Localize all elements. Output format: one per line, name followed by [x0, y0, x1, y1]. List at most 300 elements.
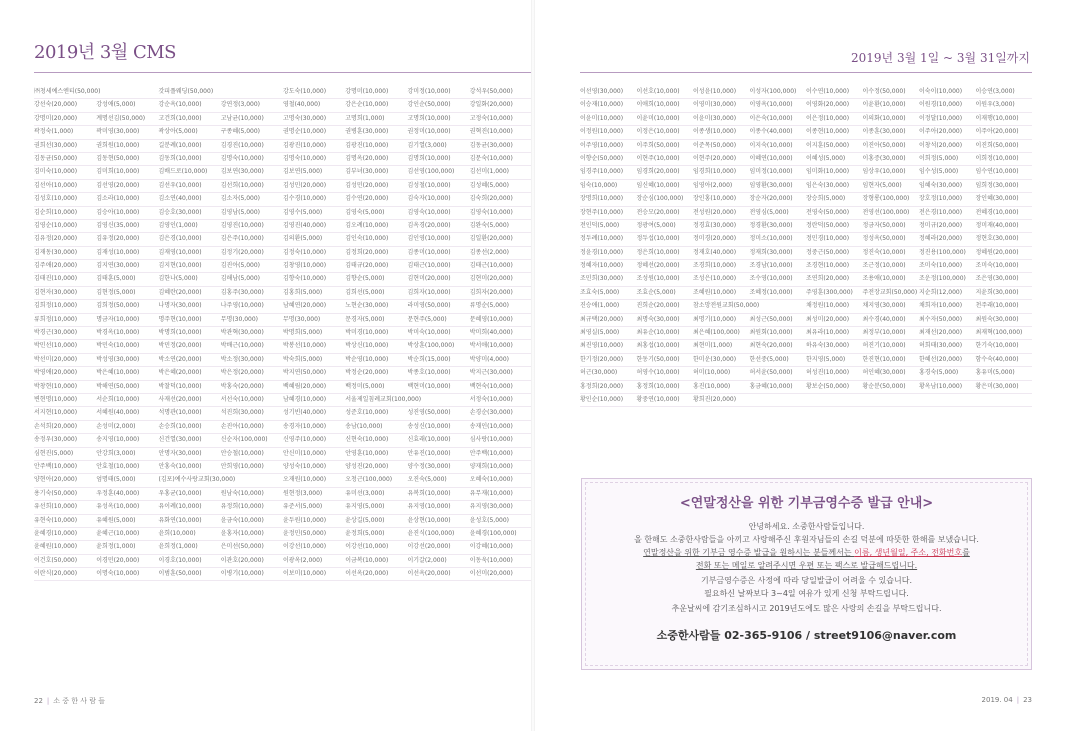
donor-entry: 최재선(20,000)	[919, 327, 976, 340]
donor-entry: 윤두원(10,000)	[283, 515, 345, 528]
donor-entry: 권명순(10,000)	[283, 126, 345, 139]
donor-entry: 임경주(10,000)	[580, 166, 637, 179]
donor-entry: 박은혜(10,000)	[96, 367, 158, 380]
donor-entry: 임현자(5,000)	[863, 180, 920, 193]
donor-entry: 신건열(30,000)	[159, 434, 221, 447]
donor-entry: 사재선(20,000)	[159, 394, 221, 407]
notice-text: 연말정산을 위한 기부금 영수증 발급을 원하시는 분들께서는	[643, 548, 855, 557]
donor-entry: 김정희(20,000)	[345, 247, 407, 260]
donor-entry: 정재희(30,000)	[750, 247, 807, 260]
donor-entry: 안주백(10,000)	[470, 448, 532, 461]
donor-entry: 윤상길(5,000)	[345, 515, 407, 528]
donor-entry: 김선희(10,000)	[221, 180, 283, 193]
donor-entry: 고명희(1,000)	[345, 113, 407, 126]
donor-entry: 김오례(10,000)	[345, 220, 407, 233]
donor-entry: 박명희(5,000)	[283, 327, 345, 340]
donor-entry: 박경옥(10,000)	[96, 327, 158, 340]
donor-entry	[96, 86, 158, 99]
donor-entry: 김성민(20,000)	[283, 180, 345, 193]
donor-entry: 김종미(10,000)	[408, 247, 470, 260]
donor-entry: 안주백(10,000)	[34, 461, 96, 474]
donor-entry: 김숙희(20,000)	[470, 193, 532, 206]
donor-entry: 김성호(10,000)	[34, 193, 96, 206]
notice-line	[582, 547, 1031, 558]
donor-entry: 곽상아(5,000)	[159, 126, 221, 139]
donor-entry: 허성진(10,000)	[806, 367, 863, 380]
donor-entry: 박관혁(30,000)	[221, 327, 283, 340]
donor-entry: 윤희정(1,000)	[96, 541, 158, 554]
donor-entry: 유선희(10,000)	[34, 501, 96, 514]
donor-entry: 장승희(5,000)	[806, 193, 863, 206]
donor-entry: 임영환(30,000)	[750, 180, 807, 193]
donor-entry: 조근정(10,000)	[863, 260, 920, 273]
donor-entry: 김선미(1,000)	[470, 166, 532, 179]
donor-entry: 곽정숙(1,000)	[34, 126, 96, 139]
donor-entry: 김명숙(10,000)	[221, 153, 283, 166]
donor-entry: 김완숙(5,000)	[470, 220, 532, 233]
donor-entry: 이은정(10,000)	[806, 113, 863, 126]
title-divider	[580, 72, 1032, 73]
donor-entry: 윤홍자(10,000)	[221, 528, 283, 541]
donor-entry: 최명기(10,000)	[693, 314, 750, 327]
donor-entry: 길분례(10,000)	[159, 140, 221, 153]
donor-entry: 김지연(30,000)	[96, 260, 158, 273]
donor-entry: 전영숙(50,000)	[806, 207, 863, 220]
donor-entry: 정경환(30,000)	[750, 220, 807, 233]
donor-entry: 임수연(10,000)	[976, 166, 1033, 179]
donor-entry: 백현미(10,000)	[408, 381, 470, 394]
donor-entry: 조성원(10,000)	[637, 273, 694, 286]
donor-entry: 오청근(100,000)	[345, 474, 407, 487]
notice-line: 올 한해도 소중한사람들을 아끼고 사랑해주신 후원자님들의 손길 덕분에 따뜻한 한해를 보냈습니다.	[634, 535, 979, 544]
donor-entry: 라미영(50,000)	[408, 300, 470, 313]
donor-entry: 한미운(30,000)	[693, 354, 750, 367]
donor-entry: 이관호(20,000)	[221, 555, 283, 568]
donor-entry: 정두례(10,000)	[580, 233, 637, 246]
donor-entry: 박소정(30,000)	[221, 354, 283, 367]
donor-entry: 박영애(20,000)	[34, 367, 96, 380]
donor-entry: 송경자(10,000)	[283, 421, 345, 434]
donor-entry: 허영수(10,000)	[637, 367, 694, 380]
donor-entry: 김유정(20,000)	[96, 233, 158, 246]
donor-entry: 임영아(2,000)	[693, 180, 750, 193]
donor-entry: 엄명태(5,000)	[96, 474, 158, 487]
receipt-notice-box	[581, 478, 1032, 670]
donor-entry: 김명옥(20,000)	[345, 153, 407, 166]
donor-entry	[750, 300, 807, 313]
donor-entry: 이윤미(10,000)	[637, 113, 694, 126]
donor-entry: 곽미영(30,000)	[96, 126, 158, 139]
donor-entry: 강도숙(10,000)	[283, 86, 345, 99]
donor-entry: 유성옥(10,000)	[96, 501, 158, 514]
donor-entry: 조용애(10,000)	[863, 273, 920, 286]
donor-entry: 김영순(10,000)	[34, 220, 96, 233]
donor-entry: 이선옥(20,000)	[408, 568, 470, 581]
donor-entry: 양현아(20,000)	[34, 474, 96, 487]
donor-entry: 최유라(10,000)	[806, 327, 863, 340]
donor-entry: 서지현(10,000)	[34, 407, 96, 420]
donor-entry	[221, 86, 283, 99]
donor-entry: 석명관(10,000)	[159, 407, 221, 420]
donor-entry: 안신미(10,000)	[283, 448, 345, 461]
donor-entry: 김미희(10,000)	[96, 166, 158, 179]
donor-entry: 정진용(100,000)	[919, 247, 976, 260]
donor-entry: 김수경(10,000)	[283, 193, 345, 206]
donor-entry: 정혜라(20,000)	[919, 233, 976, 246]
donor-list-left	[34, 86, 532, 581]
donor-entry: 김은경(10,000)	[159, 233, 221, 246]
donor-entry: 이윤미(30,000)	[693, 113, 750, 126]
donor-entry: 정혜자(10,000)	[580, 260, 637, 273]
donor-entry: 김희정(50,000)	[96, 300, 158, 313]
donor-entry: 송재인(10,000)	[470, 421, 532, 434]
donor-entry: 최현숙(20,000)	[750, 340, 807, 353]
donor-entry: 오혜숙(10,000)	[470, 474, 532, 487]
donor-entry: 오진숙(5,000)	[408, 474, 470, 487]
donor-entry: 이경호(10,000)	[159, 555, 221, 568]
donor-entry: 신현숙(10,000)	[345, 434, 407, 447]
donor-entry: 허희태(30,000)	[919, 340, 976, 353]
donor-entry: 이숙이(10,000)	[919, 86, 976, 99]
donor-entry: 이정달(10,000)	[919, 113, 976, 126]
donor-entry: 김배드로(10,000)	[159, 166, 221, 179]
donor-entry: 조수영(10,000)	[750, 273, 807, 286]
donor-entry: 권희선(30,000)	[34, 140, 96, 153]
donor-entry: 김소라(10,000)	[96, 193, 158, 206]
donor-entry: 박미희(40,000)	[470, 327, 532, 340]
donor-entry: 김숙자(10,000)	[408, 193, 470, 206]
donor-entry: 홍유미(5,000)	[976, 367, 1033, 380]
donor-entry: 이영미(30,000)	[693, 99, 750, 112]
donor-entry: 강미정(10,000)	[408, 86, 470, 99]
donor-entry: 임혜숙(30,000)	[919, 180, 976, 193]
donor-entry: 정윤경(10,000)	[580, 247, 637, 260]
donor-entry: 강연정(3,000)	[221, 99, 283, 112]
donor-entry: 한기숙(10,000)	[976, 340, 1033, 353]
donor-entry: 박정순(20,000)	[345, 367, 407, 380]
donor-entry: 전인덕(5,000)	[580, 220, 637, 233]
donor-entry: 박미경(10,000)	[345, 327, 407, 340]
donor-entry: 전은경(10,000)	[919, 207, 976, 220]
donor-entry: 박찰덕(10,000)	[159, 381, 221, 394]
donor-entry: 조경남(10,000)	[750, 260, 807, 273]
donor-entry: 김현정(5,000)	[96, 287, 158, 300]
donor-entry: 안명자(30,000)	[159, 448, 221, 461]
donor-entry: 황희진(20,000)	[693, 394, 750, 407]
donor-entry: 정미경(20,000)	[693, 233, 750, 246]
donor-entry: 류명순(5,000)	[470, 300, 532, 313]
donor-entry: 박지연(50,000)	[283, 367, 345, 380]
donor-entry	[919, 394, 976, 407]
donor-entry: 홍금혜(10,000)	[750, 381, 807, 394]
donor-entry: 윤정민(50,000)	[283, 528, 345, 541]
donor-entry: 전영심(5,000)	[750, 207, 807, 220]
donor-entry: 임희정(30,000)	[976, 180, 1033, 193]
donor-entry: 임신혜(10,000)	[637, 180, 694, 193]
donor-entry: 이선미(20,000)	[470, 568, 532, 581]
donor-entry: 최원숙(30,000)	[976, 314, 1033, 327]
donor-entry: 최재혁(100,000)	[976, 327, 1033, 340]
donor-entry: 김영숙(5,000)	[345, 207, 407, 220]
donor-entry: 박은정(20,000)	[221, 367, 283, 380]
donor-entry: 유지영(5,000)	[345, 501, 407, 514]
donor-entry: 서선숙(10,000)	[221, 394, 283, 407]
donor-entry: 장순자(20,000)	[750, 193, 807, 206]
donor-entry: 김성민(20,000)	[345, 180, 407, 193]
donor-entry: 김은주(10,000)	[221, 233, 283, 246]
donor-entry: 용기숙(50,000)	[34, 488, 96, 501]
issue-date: 2019. 04	[981, 696, 1013, 704]
donor-entry: 전승모(20,000)	[637, 207, 694, 220]
donor-entry: 심사랑(10,000)	[470, 434, 532, 447]
title-divider	[34, 72, 532, 73]
donor-entry: 윤진식(100,000)	[408, 528, 470, 541]
donor-entry: 장순심(100,000)	[637, 193, 694, 206]
donor-entry: 김성철(10,000)	[408, 180, 470, 193]
donor-entry: 김인숙(10,000)	[345, 233, 407, 246]
donor-entry: 안유진(10,000)	[408, 448, 470, 461]
donor-entry: 정현호(30,000)	[976, 233, 1033, 246]
donor-entry: 유미선(3,000)	[345, 488, 407, 501]
donor-entry: 김태근(10,000)	[408, 260, 470, 273]
donor-entry: 박민선(10,000)	[34, 340, 96, 353]
donor-entry: 최원회(10,000)	[750, 327, 807, 340]
donor-entry: 송정우(30,000)	[34, 434, 96, 447]
donor-entry: 이강선(10,000)	[283, 541, 345, 554]
donor-entry: 정재호(40,000)	[693, 247, 750, 260]
page-number: 22	[34, 697, 43, 705]
donor-entry: 김희정(10,000)	[34, 300, 96, 313]
donor-entry: 김향순(5,000)	[345, 273, 407, 286]
donor-entry: 윤성호(5,000)	[470, 515, 532, 528]
donor-entry: 김승호(30,000)	[159, 207, 221, 220]
donor-entry: 김재영(10,000)	[159, 247, 221, 260]
donor-entry: 박은혜(20,000)	[159, 367, 221, 380]
donor-entry: 한진현(10,000)	[863, 354, 920, 367]
donor-entry: 정은희(10,000)	[637, 247, 694, 260]
donor-entry: 조미숙(10,000)	[976, 260, 1033, 273]
donor-entry: 이정원(10,000)	[580, 126, 637, 139]
donor-entry: 무명(30,000)	[221, 314, 283, 327]
donor-entry	[750, 394, 807, 407]
donor-entry: 고명숙(30,000)	[283, 113, 345, 126]
donor-entry: 유지영(30,000)	[470, 501, 532, 514]
donor-entry: 이주희(50,000)	[637, 140, 694, 153]
donor-entry: 이수정(50,000)	[863, 86, 920, 99]
donor-entry: 정성옥(50,000)	[863, 233, 920, 246]
donor-entry: 진희순(20,000)	[637, 300, 694, 313]
donor-entry: (김포)예수사랑교회(30,000)	[159, 474, 221, 487]
donor-entry: 박순영(10,000)	[345, 354, 407, 367]
donor-entry: 김선우(10,000)	[159, 180, 221, 193]
donor-entry: 강일화(20,000)	[470, 99, 532, 112]
donor-entry: 윤희(10,000)	[159, 528, 221, 541]
donor-entry: 서정숙(10,000)	[470, 394, 532, 407]
donor-entry: 김인영(10,000)	[408, 233, 470, 246]
notice-title: <연말정산을 위한 기부금영수증 발급 안내>	[679, 496, 934, 511]
donor-entry: 유정희(10,000)	[221, 501, 283, 514]
donor-entry: 권병훈(30,000)	[345, 126, 407, 139]
contact-info: 소중한사람들 02-365-9106 / street9106@naver.com	[656, 629, 957, 642]
donor-entry: 조경희(10,000)	[693, 260, 750, 273]
donor-entry: 강은순(10,000)	[345, 99, 407, 112]
donor-entry: 이경민(20,000)	[96, 555, 158, 568]
donor-entry: 강선숙(20,000)	[34, 99, 96, 112]
donor-entry: 송남(10,000)	[345, 421, 407, 434]
donor-entry: 허진기(10,000)	[863, 340, 920, 353]
donor-entry: 이현주(20,000)	[693, 153, 750, 166]
donor-entry	[221, 474, 283, 487]
donor-entry: 주영훈(300,000)	[806, 287, 863, 300]
donor-entry: 조연희(20,000)	[806, 273, 863, 286]
donor-entry: 유화연(10,000)	[159, 515, 221, 528]
donor-entry: 계명선김(50,000)	[96, 113, 158, 126]
donor-entry: 원현정(3,000)	[283, 488, 345, 501]
donor-entry: 성기빈(40,000)	[283, 407, 345, 420]
donor-entry: 명주현(10,000)	[159, 314, 221, 327]
donor-entry: 김태진(10,000)	[34, 273, 96, 286]
donor-entry: 허인혜(30,000)	[863, 367, 920, 380]
donor-entry: 문경자(5,000)	[345, 314, 407, 327]
donor-entry: 최정부(10,000)	[863, 327, 920, 340]
donor-entry: 이희정(5,000)	[919, 153, 976, 166]
donor-entry: 홍정희(10,000)	[637, 381, 694, 394]
donor-entry: 이강혜(10,000)	[470, 541, 532, 554]
donor-entry: 김유정(20,000)	[34, 233, 96, 246]
donor-entry: 김태근(10,000)	[470, 260, 532, 273]
donor-entry: 이원우(3,000)	[976, 99, 1033, 112]
donor-entry: 송지영(10,000)	[96, 434, 158, 447]
donor-entry: 참소망전원교회(50,000)	[693, 300, 750, 313]
donor-entry: 전영선(100,000)	[863, 207, 920, 220]
donor-entry: 최규택(20,000)	[580, 314, 637, 327]
date-range: 2019년 3월 1일 ~ 3월 31일까지	[851, 51, 1030, 65]
donor-entry: 이주아(20,000)	[919, 126, 976, 139]
donor-entry: 박성영(30,000)	[96, 354, 158, 367]
donor-entry: 김동현(50,000)	[96, 153, 158, 166]
magazine-name: 소 중 한 사 람 들	[53, 697, 105, 705]
donor-entry: 이종현(10,000)	[806, 126, 863, 139]
donor-entry: 명금자(10,000)	[96, 314, 158, 327]
donor-entry: 이병기(10,000)	[221, 568, 283, 581]
donor-entry: 김한나(5,000)	[159, 273, 221, 286]
donor-entry: 김해남(5,000)	[221, 273, 283, 286]
donor-entry: 장인혜(30,000)	[976, 193, 1033, 206]
donor-entry: 이명숙(10,000)	[96, 568, 158, 581]
donor-entry: 이영화(20,000)	[806, 99, 863, 112]
donor-entry: 이향순(50,000)	[580, 153, 637, 166]
donor-entry: 김의환(5,000)	[283, 233, 345, 246]
donor-entry: 신순자(100,000)	[221, 434, 283, 447]
donor-entry: 변현명(10,000)	[34, 394, 96, 407]
donor-entry: 김선영(20,000)	[96, 180, 158, 193]
donor-entry: 김영수(5,000)	[283, 207, 345, 220]
donor-entry: 채정원(10,000)	[806, 300, 863, 313]
donor-entry: 한선중(5,000)	[750, 354, 807, 367]
donor-entry: 이은숙(10,000)	[750, 113, 807, 126]
donor-entry: 이성자(100,000)	[750, 86, 807, 99]
donor-entry: 김경진(10,000)	[221, 140, 283, 153]
donor-entry: 윤희정(1,000)	[159, 541, 221, 554]
donor-entry: 이홍증(30,000)	[863, 153, 920, 166]
donor-entry: 신영주(10,000)	[283, 434, 345, 447]
donor-entry: 박종호(10,000)	[408, 367, 470, 380]
donor-entry: 정광여(5,000)	[637, 220, 694, 233]
donor-entry: 이준목(50,000)	[693, 140, 750, 153]
donor-entry: 한혜선(20,000)	[919, 354, 976, 367]
donor-entry: 은미선(50,000)	[221, 541, 283, 554]
donor-entry: 백혜림(20,000)	[283, 381, 345, 394]
donor-entry: ㈜청세예스엔티(50,000)	[34, 86, 96, 99]
donor-entry: 김일환(20,000)	[470, 233, 532, 246]
donor-entry: 서순희(10,000)	[96, 394, 158, 407]
donor-entry: 박소연(20,000)	[159, 354, 221, 367]
donor-entry: 김광진(10,000)	[283, 140, 345, 153]
donor-entry: 이보미(10,000)	[283, 568, 345, 581]
donor-entry: 김주애(20,000)	[34, 260, 96, 273]
donor-entry: 이정은(10,000)	[637, 126, 694, 139]
donor-entry: 이종수(40,000)	[750, 126, 807, 139]
donor-entry: 박배근(10,000)	[221, 340, 283, 353]
donor-entry: 조혜정(10,000)	[750, 287, 807, 300]
donor-entry: 권정미(10,000)	[408, 126, 470, 139]
donor-entry: 김진아(5,000)	[221, 260, 283, 273]
donor-entry: 송성신(10,000)	[408, 421, 470, 434]
donor-entry: 남혜연(20,000)	[283, 300, 345, 313]
donor-entry: 임은숙(30,000)	[806, 180, 863, 193]
donor-entry: 조경현(10,000)	[806, 260, 863, 273]
donor-entry: 장형롱(100,000)	[863, 193, 920, 206]
donor-entry: 서혜원(40,000)	[96, 407, 158, 420]
donor-entry: 이원경(10,000)	[919, 99, 976, 112]
donor-entry: 윤혜경(10,000)	[34, 528, 96, 541]
donor-entry: 이선호(10,000)	[637, 86, 694, 99]
donor-entry: 김재동(30,000)	[34, 247, 96, 260]
donor-entry: 강인순(50,000)	[408, 99, 470, 112]
donor-entry: 김부녀(30,000)	[345, 166, 407, 179]
donor-entry: 유현숙(10,000)	[34, 515, 96, 528]
notice-line: 기부금영수증은 사정에 따라 당일발급이 어려울 수 있습니다.	[701, 576, 912, 585]
donor-entry: 김명희(10,000)	[408, 153, 470, 166]
donor-entry: 박서애(10,000)	[470, 340, 532, 353]
donor-entry: 이영옥(10,000)	[750, 99, 807, 112]
donor-entry: 최영실(5,000)	[580, 327, 637, 340]
donor-entry: 김향숙(10,000)	[283, 273, 345, 286]
donor-entry: 오재원(10,000)	[283, 474, 345, 487]
donor-entry: 안효철(10,000)	[96, 461, 158, 474]
donor-entry: 김소연(40,000)	[159, 193, 221, 206]
footer-right: 2019. 04 | 23	[981, 696, 1032, 704]
donor-entry: 갓피플웨딩(50,000)	[159, 86, 221, 99]
donor-entry	[408, 394, 470, 407]
donor-entry: 김정기(20,000)	[221, 247, 283, 260]
donor-entry: 박미숙(10,000)	[408, 327, 470, 340]
donor-entry: 하유숙(30,000)	[806, 340, 863, 353]
donor-entry: 황옥남(10,000)	[919, 381, 976, 394]
donor-entry: 양성숙(10,000)	[283, 461, 345, 474]
donor-entry: 김희자(20,000)	[470, 287, 532, 300]
donor-entry: 정란덕(50,000)	[806, 220, 863, 233]
donor-entry: 백정미(5,000)	[345, 381, 407, 394]
donor-entry: 최진영(10,000)	[580, 340, 637, 353]
donor-entry: 신효래(10,000)	[408, 434, 470, 447]
donor-entry: 박상신(10,000)	[345, 340, 407, 353]
donor-entry: 홍진(10,000)	[693, 381, 750, 394]
donor-entry: 장호정(10,000)	[919, 193, 976, 206]
donor-entry: 안승철(10,000)	[221, 448, 283, 461]
footer-left: 22 | 소 중 한 사 람 들	[34, 697, 105, 705]
donor-entry: 김미숙(10,000)	[34, 166, 96, 179]
